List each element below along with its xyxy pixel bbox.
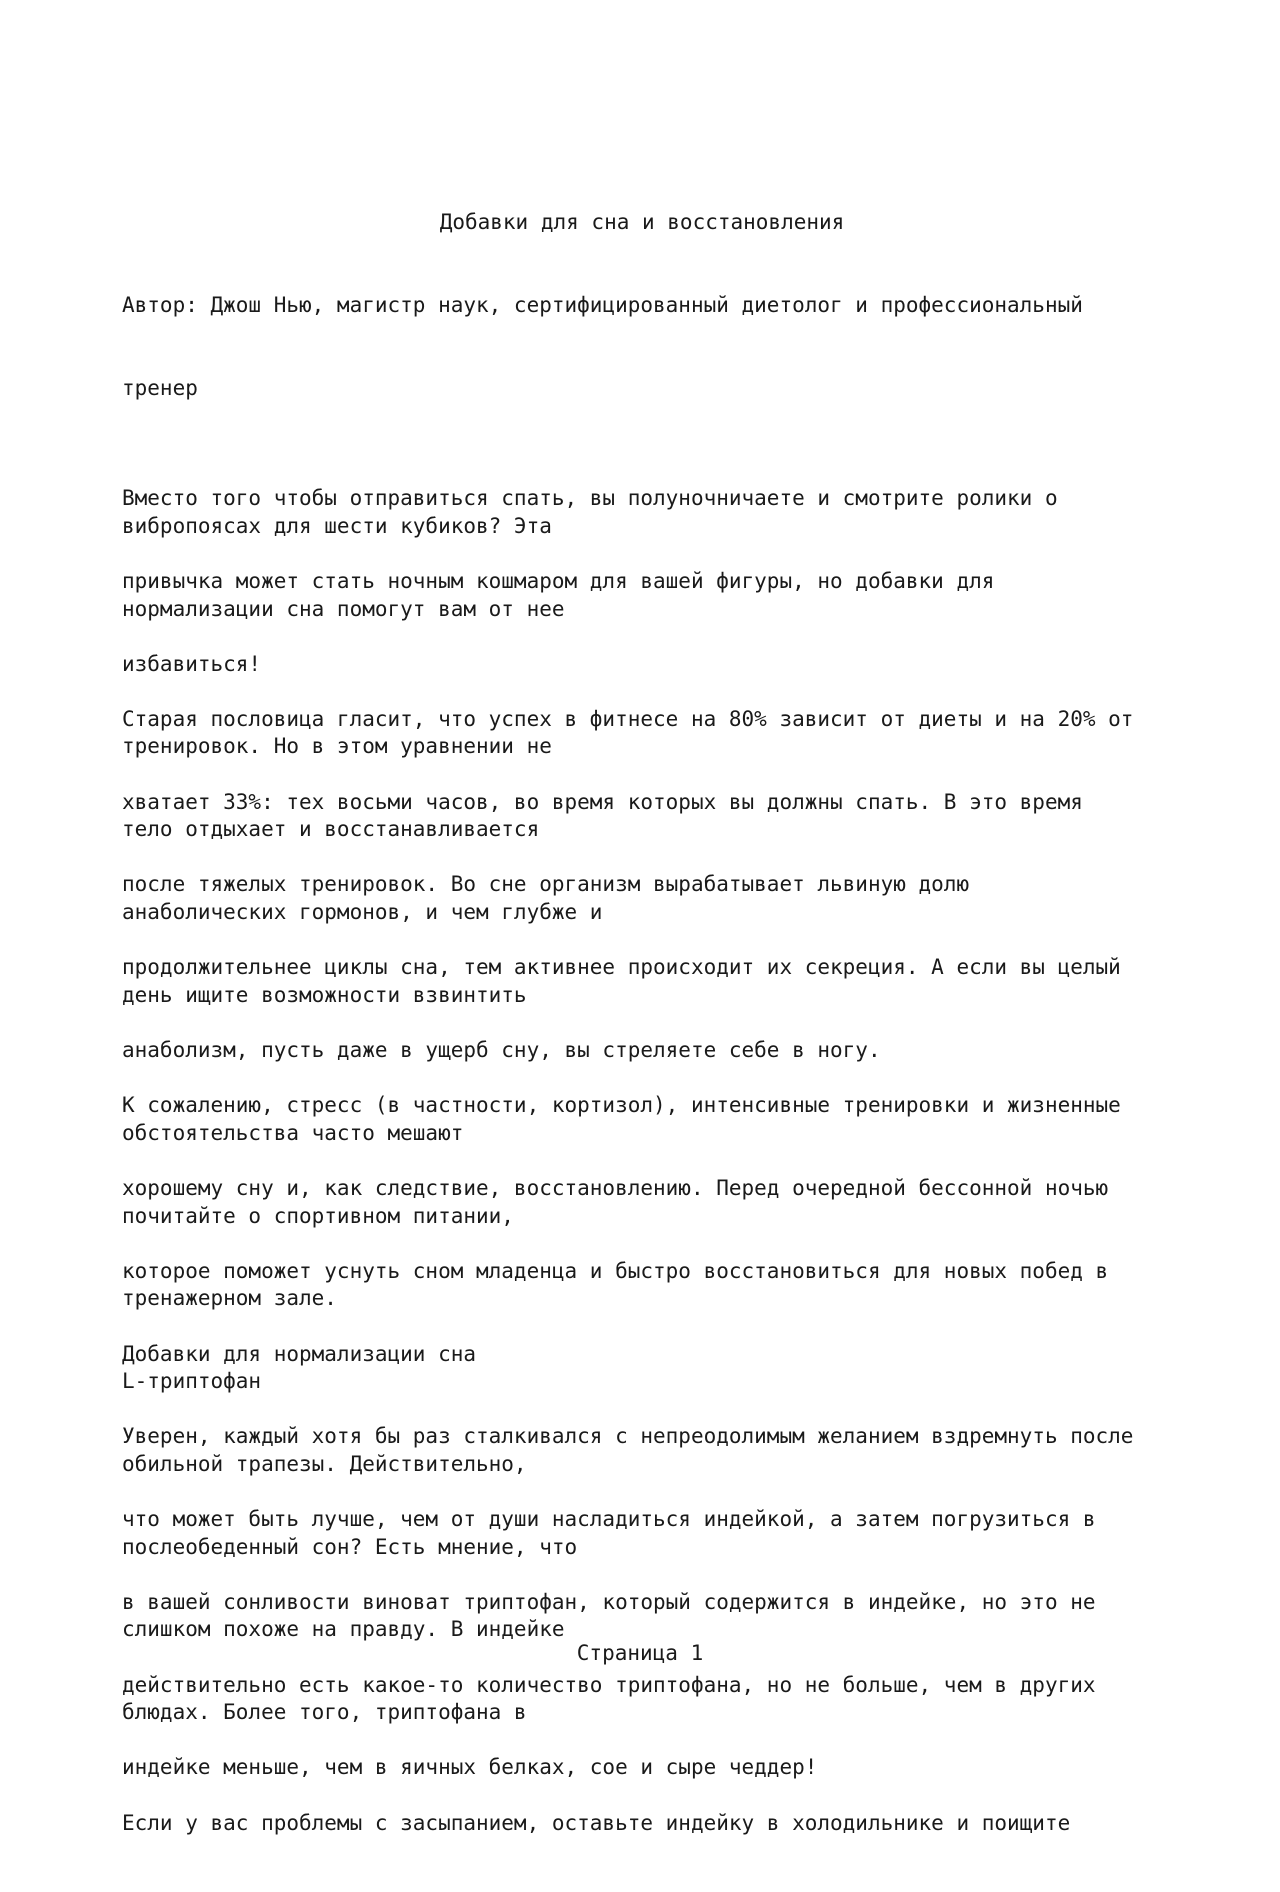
page-number: Страница 1 <box>576 1641 704 1665</box>
paragraph-gap <box>122 458 1182 486</box>
document-title: Добавки для сна и восстановления <box>439 210 845 235</box>
paragraph-line: анаболизм, пусть даже в ущерб сну, вы стреляете себе в ногу. <box>122 1038 881 1062</box>
paragraph-gap <box>122 1009 1182 1037</box>
paragraph-line: Старая пословица гласит, что успех в фитнесе на 80% зависит от диеты и на 20% от <box>122 706 1134 731</box>
paragraph-line: после тяжелых тренировок. Во сне организм вырабатывает львиную долю <box>122 872 970 897</box>
paragraph-gap <box>122 1147 1182 1175</box>
paragraph-gap <box>122 1396 1182 1424</box>
paragraph-gap <box>122 678 1182 706</box>
paragraph-line: хорошему сну и, как следствие, восстановлению. Перед очередной бессонной ночью <box>122 1175 1109 1200</box>
paragraph-gap <box>122 1561 1182 1589</box>
paragraph-gap <box>122 1065 1182 1093</box>
paragraph-line: Добавки для нормализации сна <box>122 1341 477 1366</box>
paragraph-line: обстоятельства часто мешают <box>122 1120 464 1145</box>
paragraph-gap <box>122 761 1182 789</box>
paragraph-line: послеобеденный сон? Есть мнение, что <box>122 1534 578 1559</box>
paragraph-line: обильной трапезы. Действительно, <box>122 1451 527 1476</box>
paragraph-line: избавиться! <box>122 651 262 676</box>
paragraph-gap <box>122 1230 1182 1258</box>
paragraph-line: хватает 33%: тех восьми часов, во время которых вы должны спать. В это время <box>122 789 1083 814</box>
paragraph-gap <box>122 1782 1182 1810</box>
paragraph-gap <box>122 1479 1182 1507</box>
paragraph-line: которое поможет уснуть сном младенца и быстро восстановиться для новых побед в <box>122 1258 1109 1283</box>
paragraph-line: действительно есть какое-то количество триптофана, но не больше, чем в других <box>122 1672 1096 1697</box>
paragraph-gap <box>122 844 1182 872</box>
paragraph-gap <box>122 1727 1182 1755</box>
paragraph-line: день ищите возможности взвинтить <box>122 982 527 1007</box>
paragraph-line: Если у вас проблемы с засыпанием, оставьте индейку в холодильнике и поищите <box>122 1810 1071 1835</box>
paragraph-line: тренировок. Но в этом уравнении не <box>122 734 552 759</box>
paragraph-list <box>122 458 1182 1838</box>
paragraph-line: слишком похоже на правду. В индейке <box>122 1617 565 1642</box>
paragraph-line: индейке меньше, чем в яичных белках, сое и сыре чеддер! <box>122 1755 818 1780</box>
paragraph-line: вибропоясах для шести кубиков? Эта <box>122 513 552 538</box>
paragraph-line: Вместо того чтобы отправиться спать, вы полуночничаете и смотрите ролики о <box>122 486 1058 511</box>
paragraph-line: Уверен, каждый хотя бы раз сталкивался с непреодолимым желанием вздремнуть после <box>122 1424 1134 1449</box>
author-line: тренер <box>122 375 198 400</box>
paragraph-line: тренажерном зале. <box>122 1286 337 1311</box>
paragraph-line: L-триптофан <box>122 1369 262 1394</box>
paragraph-line: анаболических гормонов, и чем глубже и <box>122 900 603 925</box>
paragraph-line: продолжительнее циклы сна, тем активнее происходит их секреция. А если вы целый <box>122 955 1121 980</box>
paragraph-line: К сожалению, стресс (в частности, кортизол), интенсивные тренировки и жизненные <box>122 1093 1121 1118</box>
paragraph-gap <box>122 540 1182 568</box>
paragraph-line: нормализации сна помогут вам от нее <box>122 596 565 621</box>
document-body <box>122 154 1182 1892</box>
paragraph-line: что может быть лучше, чем от души насладиться индейкой, а затем погрузиться в <box>122 1507 1096 1532</box>
paragraph-gap <box>122 1313 1182 1341</box>
paragraph-gap <box>122 623 1182 651</box>
paragraph-line: блюдах. Более того, триптофана в <box>122 1700 527 1725</box>
paragraph-gap <box>122 927 1182 955</box>
paragraph-line: почитайте о спортивном питании, <box>122 1203 514 1228</box>
paragraph-line: в вашей сонливости виноват триптофан, который содержится в индейке, но это не <box>122 1589 1096 1614</box>
paragraph-line: привычка может стать ночным кошмаром для вашей фигуры, но добавки для <box>122 568 995 593</box>
author-line: Автор: Джош Нью, магистр наук, сертифицированный диетолог и профессиональный <box>122 292 1083 317</box>
paragraph-line: тело отдыхает и восстанавливается <box>122 817 540 842</box>
